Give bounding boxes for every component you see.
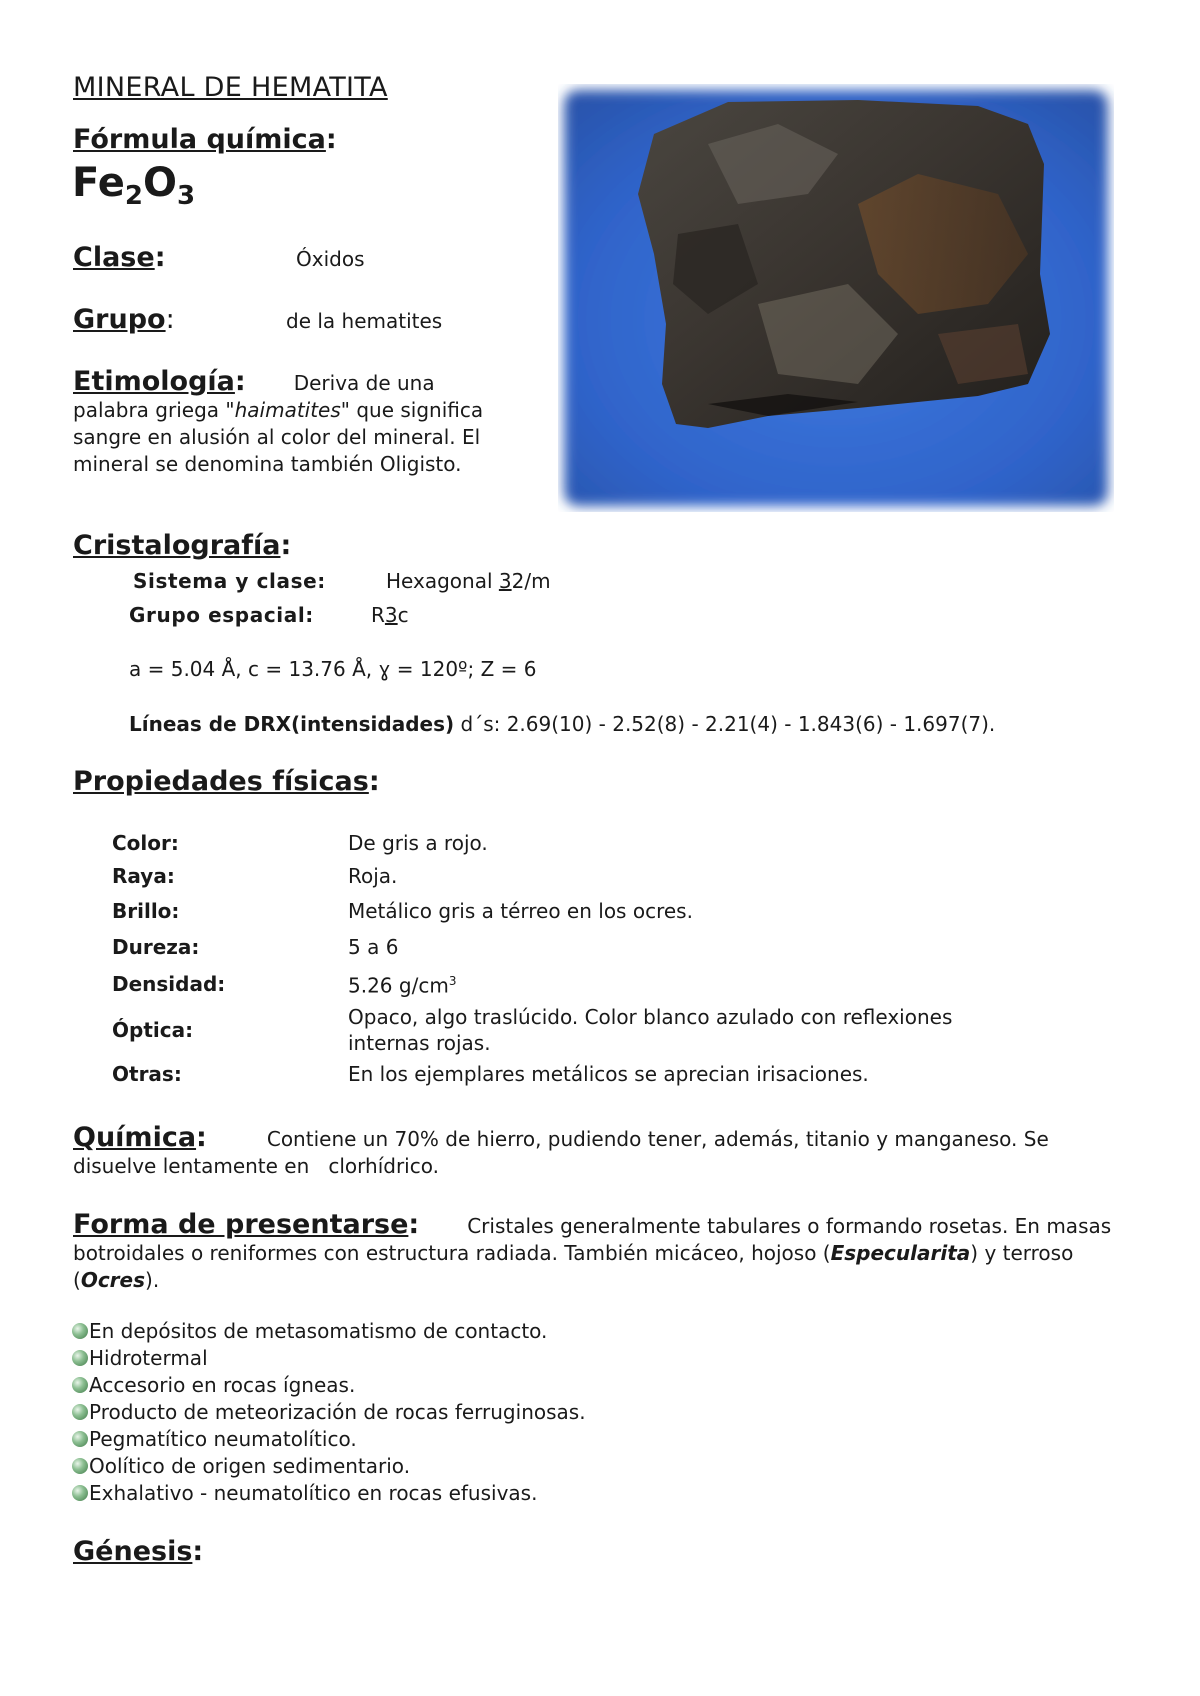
mineral-photo xyxy=(558,84,1114,512)
green-bullet-icon xyxy=(72,1323,88,1339)
list-item: Pegmatítico neumatolítico. xyxy=(72,1426,586,1453)
prop-row: Óptica: Opaco, algo traslúcido. Color blanco azulado con reflexiones internas rojas. xyxy=(112,1005,953,1055)
etimologia-word: haimatites xyxy=(234,398,341,422)
green-bullet-icon xyxy=(72,1404,88,1420)
prop-row: Brillo: Metálico gris a térreo en los ocres. xyxy=(112,898,693,923)
clase-value: Óxidos xyxy=(296,247,365,271)
green-bullet-icon xyxy=(72,1350,88,1366)
genesis-heading: Génesis: xyxy=(73,1536,204,1567)
formula-heading: Fórmula química: xyxy=(73,124,337,155)
etimologia-text-b: " que significa sangre en alusión al color del mineral. El mineral se denomina también Oligisto. xyxy=(73,398,484,476)
prop-row: Raya: Roja. xyxy=(112,863,398,888)
quimica-block: Química: Contiene un 70% de hierro, pudiendo tener, además, titanio y manganeso. Se disuelve lentamente en clorhídrico. xyxy=(73,1122,1056,1178)
green-bullet-icon xyxy=(72,1458,88,1474)
propiedades-label: Propiedades físicas xyxy=(73,766,369,797)
etimologia-text-a: Deriva de una palabra griega " xyxy=(73,371,435,422)
propiedades-table xyxy=(112,826,1072,1090)
clase-label: Clase xyxy=(73,242,155,273)
cristalografia-label: Cristalografía xyxy=(73,530,281,561)
prop-row: Otras: En los ejemplares metálicos se aprecian irisaciones. xyxy=(112,1062,869,1086)
formula-sub-2: 2 xyxy=(124,181,143,211)
cristalografia-heading: Cristalografía: xyxy=(73,530,292,561)
forma-especularita: Especularita xyxy=(830,1241,971,1265)
clase-heading: Clase: xyxy=(73,242,166,273)
sistema-clase-row xyxy=(133,568,326,595)
list-item: Producto de meteorización de rocas ferruginosas. xyxy=(72,1399,586,1426)
grupo-espacial-value: R3c xyxy=(371,603,409,627)
list-item: En depósitos de metasomatismo de contacto. xyxy=(72,1318,586,1345)
grupo-label: Grupo xyxy=(73,304,166,335)
forma-label: Forma de presentarse xyxy=(73,1209,409,1240)
grupo-espacial-row xyxy=(129,602,314,629)
cell-parameters: a = 5.04 Å, c = 13.76 Å, ɣ = 120º; Z = 6 xyxy=(129,657,537,681)
forma-block: Forma de presentarse: Cristales generalmente tabulares o formando rosetas. En masas botroidales o reniformes con estructura radiada. También micáceo, hojoso (Especularita) y terroso (Ocres). xyxy=(73,1209,1112,1292)
page-title: MINERAL DE HEMATITA xyxy=(73,72,388,103)
forma-ocres: Ocres xyxy=(80,1268,146,1292)
genesis-list xyxy=(72,1318,586,1507)
etimologia-label: Etimología xyxy=(73,366,235,397)
green-bullet-icon xyxy=(72,1431,88,1447)
etimologia-block: Etimología: Deriva de una palabra griega "haimatites" que significa sangre en alusión al color del mineral. El mineral se denomina también Oligisto. xyxy=(73,366,484,476)
drx-lines xyxy=(129,711,995,738)
hematite-specimen-image xyxy=(558,84,1114,512)
sistema-clase-label: Sistema y clase: xyxy=(133,569,326,593)
quimica-label: Química xyxy=(73,1122,197,1153)
grupo-espacial-label: Grupo espacial: xyxy=(129,603,314,627)
list-item: Exhalativo - neumatolítico en rocas efusivas. xyxy=(72,1480,586,1507)
drx-label: Líneas de DRX(intensidades) xyxy=(129,712,455,736)
prop-row: Dureza: 5 a 6 xyxy=(112,935,399,959)
formula-label: Fórmula química xyxy=(73,124,326,155)
sistema-clase-value: Hexagonal 32/m xyxy=(386,569,551,593)
prop-row: Densidad: 5.26 $g/cm^3$ xyxy=(112,971,457,998)
genesis-label: Génesis xyxy=(73,1536,193,1567)
quimica-text: Contiene un 70% de hierro, pudiendo tener, además, titanio y manganeso. Se disuelve lentamente en clorhídrico. xyxy=(73,1127,1056,1178)
prop-row: Color: De gris a rojo. xyxy=(112,830,488,855)
list-item: Accesorio en rocas ígneas. xyxy=(72,1372,586,1399)
chemical-formula xyxy=(72,160,195,211)
formula-element-o: O xyxy=(142,160,177,206)
green-bullet-icon xyxy=(72,1485,88,1501)
forma-text-a: Cristales generalmente tabulares o formando rosetas. En masas botroidales o reniformes con estructura radiada. También micáceo, hojoso ( xyxy=(73,1214,1112,1265)
green-bullet-icon xyxy=(72,1377,88,1393)
grupo-value: de la hematites xyxy=(286,309,443,333)
list-item: Hidrotermal xyxy=(72,1345,586,1372)
drx-value: d´s: 2.69(10) - 2.52(8) - 2.21(4) - 1.843(6) - 1.697(7). xyxy=(454,712,996,736)
grupo-heading: Grupo: xyxy=(73,304,175,335)
list-item: Oolítico de origen sedimentario. xyxy=(72,1453,586,1480)
propiedades-heading: Propiedades físicas: xyxy=(73,766,380,797)
formula-sub-3: 3 xyxy=(176,181,196,211)
formula-element-fe: Fe xyxy=(72,160,125,206)
